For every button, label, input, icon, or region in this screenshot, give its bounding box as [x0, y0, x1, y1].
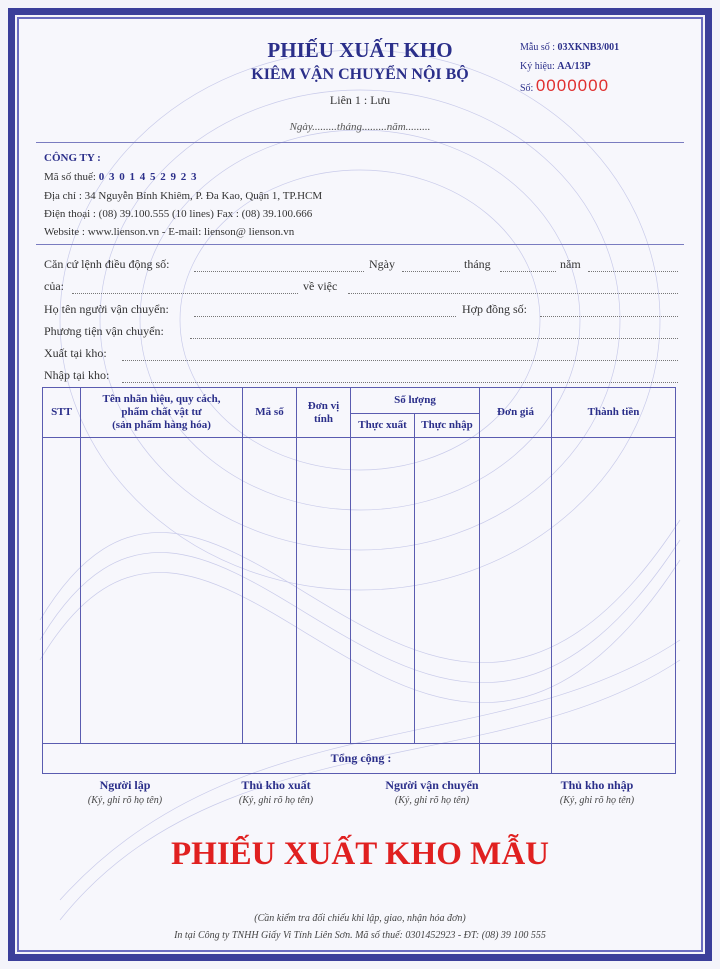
of-line[interactable] — [72, 293, 298, 294]
col-stt: STT — [43, 388, 81, 438]
year-line[interactable] — [588, 271, 678, 272]
serial-label: Số: — [520, 83, 534, 94]
table-cell[interactable] — [351, 438, 415, 744]
total-amount-cell[interactable] — [552, 744, 676, 774]
carrier-line[interactable] — [194, 316, 456, 317]
col-quantity: Số lượng — [351, 388, 480, 414]
signature-note: (Ký, ghi rõ họ tên) — [394, 795, 470, 806]
year-label: năm — [560, 257, 581, 271]
signature-note: (Ký, ghi rõ họ tên) — [559, 795, 635, 806]
form-number-label: Mẫu số : — [520, 42, 555, 53]
col-qty-out: Thực xuất — [351, 414, 415, 438]
vehicle-label: Phương tiện vận chuyển: — [44, 324, 164, 338]
signature-carrier: Người vận chuyển — [385, 778, 479, 792]
col-amount: Thành tiền — [552, 388, 676, 438]
regarding-label: về việc — [303, 279, 338, 293]
sample-watermark: PHIẾU XUẤT KHO MẪU — [171, 836, 549, 872]
company-address: Địa chỉ : 34 Nguyễn Bỉnh Khiêm, P. Đa Kao, Quận 1, TP.HCM — [44, 190, 323, 202]
col-name: Tên nhãn hiệu, quy cách, phẩm chất vật tư (sản phẩm hàng hóa) — [81, 388, 243, 438]
items-table — [42, 387, 676, 774]
col-unit: Đơn vị tính — [297, 388, 351, 438]
table-cell[interactable] — [552, 438, 676, 744]
symbol-value: AA/13P — [557, 61, 591, 72]
footer-printer: In tại Công ty TNHH Giấy Vi Tính Liên Sơn. Mã số thuế: 0301452923 - ĐT: (08) 39 100 555 — [174, 930, 546, 941]
col-code: Mã số — [243, 388, 297, 438]
serial — [520, 76, 609, 96]
col-price: Đơn giá — [480, 388, 552, 438]
signature-import-keeper: Thủ kho nhập — [560, 778, 634, 792]
footer-note: (Cần kiểm tra đối chiếu khi lập, giao, nhận hóa đơn) — [254, 913, 466, 924]
month-line[interactable] — [500, 271, 556, 272]
of-label: của: — [44, 279, 64, 293]
signature-preparer: Người lập — [99, 778, 151, 792]
copy-label: Liên 1 : Lưu — [329, 93, 391, 107]
signature-note: (Ký, ghi rõ họ tên) — [87, 795, 163, 806]
signature-note: (Ký, ghi rõ họ tên) — [238, 795, 314, 806]
table-cell[interactable] — [297, 438, 351, 744]
table-cell[interactable] — [415, 438, 480, 744]
divider — [36, 142, 684, 143]
symbol — [520, 61, 591, 72]
col-qty-in: Thực nhập — [415, 414, 480, 438]
month-label: tháng — [464, 257, 491, 271]
total-label: Tổng cộng : — [43, 744, 480, 774]
contract-label: Hợp đồng số: — [462, 302, 528, 316]
signature-export-keeper: Thủ kho xuất — [241, 778, 311, 792]
company-website: Website : www.lienson.vn - E-mail: lienson@ lienson.vn — [44, 226, 295, 238]
symbol-label: Ký hiệu: — [520, 61, 555, 72]
company-phone: Điện thoại : (08) 39.100.555 (10 lines) Fax : (08) 39.100.666 — [44, 208, 313, 220]
vehicle-line[interactable] — [190, 338, 678, 339]
tax-code: Mã số thuế: 0 3 0 1 4 5 2 9 2 3 — [44, 171, 198, 183]
import-at-label: Nhập tại kho: — [44, 368, 110, 382]
form-title: PHIẾU XUẤT KHO — [267, 38, 453, 62]
company-label: CÔNG TY : — [44, 152, 101, 164]
order-no-label: Căn cứ lệnh điều động số: — [44, 257, 170, 271]
form-number-value: 03XKNB3/001 — [557, 42, 620, 53]
form-subtitle: KIÊM VẬN CHUYỂN NỘI BỘ — [251, 66, 469, 83]
date-line: Ngày.........tháng.........năm......... — [289, 121, 431, 133]
form-number — [520, 42, 619, 53]
day-line[interactable] — [402, 271, 460, 272]
table-cell[interactable] — [81, 438, 243, 744]
export-at-label: Xuất tại kho: — [44, 346, 107, 360]
table-cell[interactable] — [480, 438, 552, 744]
day-label: Ngày — [369, 257, 395, 271]
order-no-line[interactable] — [194, 271, 364, 272]
import-at-line[interactable] — [122, 382, 678, 383]
table-cell[interactable] — [243, 438, 297, 744]
carrier-label: Họ tên người vận chuyển: — [44, 302, 169, 316]
divider — [36, 244, 684, 245]
regarding-line[interactable] — [348, 293, 678, 294]
total-price-cell[interactable] — [480, 744, 552, 774]
table-cell[interactable] — [43, 438, 81, 744]
contract-line[interactable] — [540, 316, 678, 317]
tax-code-value: 0 3 0 1 4 5 2 9 2 3 — [98, 171, 198, 183]
export-at-line[interactable] — [122, 360, 678, 361]
serial-number: 0000000 — [535, 76, 610, 95]
